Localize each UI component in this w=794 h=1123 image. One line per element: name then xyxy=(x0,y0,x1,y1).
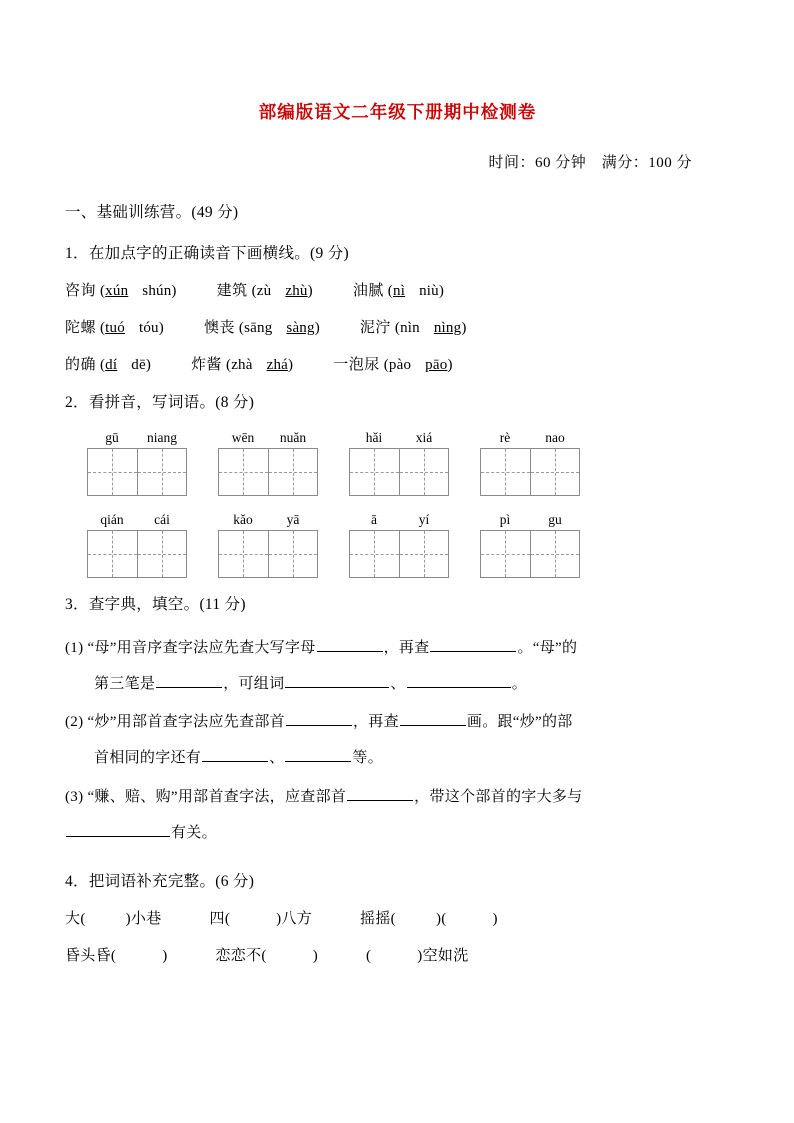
answer-blank[interactable] xyxy=(430,636,516,651)
pinyin-syllable: xiá xyxy=(415,429,433,445)
item-text: 等。 xyxy=(352,750,384,767)
answer-blank[interactable] xyxy=(286,711,352,726)
question-1 xyxy=(65,241,730,374)
pinyin-grid-group xyxy=(218,510,318,578)
item-text: 画。跟“炒”的部 xyxy=(466,714,573,731)
question-3 xyxy=(65,592,730,852)
item-text: 有关。 xyxy=(171,824,217,841)
pinyin-option[interactable]: zù xyxy=(256,282,272,299)
word-completion-item: 昏头昏( ) xyxy=(65,948,168,965)
answer-blank[interactable] xyxy=(86,911,126,928)
word-completion-item: 恋恋不( ) xyxy=(215,948,318,965)
tianzige-pair[interactable] xyxy=(480,530,580,578)
choice-word: 陀螺 xyxy=(65,319,97,336)
answer-blank[interactable] xyxy=(156,673,222,688)
choice-word: 炸酱 xyxy=(191,356,223,373)
pinyin-syllable: yā xyxy=(286,511,300,527)
choice-word: 咨询 xyxy=(65,282,97,299)
pinyin-syllable: wēn xyxy=(231,429,255,445)
choice-item: 咨询 (xún shún) xyxy=(65,282,177,299)
tianzige-cell[interactable] xyxy=(530,531,579,577)
word-suffix: )空如洗 xyxy=(417,948,469,965)
pinyin-option[interactable]: dē xyxy=(131,356,146,373)
answer-blank[interactable] xyxy=(371,948,417,965)
tianzige-pair[interactable] xyxy=(218,448,318,496)
pinyin-option[interactable]: zhù xyxy=(285,282,308,299)
answer-blank[interactable] xyxy=(267,948,313,965)
question-3-item-2 xyxy=(65,704,730,777)
pinyin-syllable: hǎi xyxy=(365,429,383,445)
pinyin-label xyxy=(480,428,580,448)
pinyin-option[interactable]: zhà xyxy=(231,356,253,373)
question-2 xyxy=(65,390,730,578)
pinyin-syllable: gū xyxy=(105,429,119,445)
answer-blank[interactable] xyxy=(447,911,493,928)
word-completion-item: 四( )八方 xyxy=(209,911,313,928)
choice-row xyxy=(65,279,730,300)
pinyin-grid-group xyxy=(349,428,449,496)
pinyin-label xyxy=(87,510,187,530)
word-completion-row xyxy=(65,944,730,965)
pinyin-grid-group xyxy=(87,428,187,496)
page-title: 部编版语文二年级下册期中检测卷 xyxy=(258,102,537,122)
pinyin-label xyxy=(349,510,449,530)
choice-word: 一泡尿 xyxy=(333,356,380,373)
pinyin-label xyxy=(87,428,187,448)
item-number: (2) xyxy=(65,714,84,731)
choice-word: 建筑 xyxy=(216,282,248,299)
word-suffix: ) xyxy=(162,948,168,965)
tianzige-cell[interactable] xyxy=(399,449,448,495)
item-text: 。 xyxy=(511,675,528,692)
tianzige-pair[interactable] xyxy=(480,448,580,496)
pinyin-grid-group xyxy=(218,428,318,496)
tianzige-cell[interactable] xyxy=(219,449,268,495)
pinyin-option[interactable]: niù xyxy=(419,282,439,299)
pinyin-syllable: kǎo xyxy=(233,511,253,527)
choice-row xyxy=(65,316,730,337)
question-3-item-1 xyxy=(65,630,730,703)
pinyin-option[interactable]: tóu xyxy=(138,319,159,336)
tianzige-pair[interactable] xyxy=(218,530,318,578)
question-2-title: 2．看拼音，写词语。(8 分) xyxy=(65,393,255,411)
choice-item: 泥泞 (nìn nìng) xyxy=(359,319,467,336)
item-text: 。“母”的 xyxy=(517,639,578,656)
answer-blank[interactable] xyxy=(66,822,170,837)
pinyin-option[interactable]: tuó xyxy=(105,319,125,336)
tianzige-pair[interactable] xyxy=(87,448,187,496)
pinyin-option[interactable]: nìng xyxy=(433,319,462,336)
item-text: “炒”用部首查字法应先查部首 xyxy=(87,714,285,731)
question-3-item-3 xyxy=(65,779,730,852)
word-prefix: 摇摇 xyxy=(360,911,391,928)
tianzige-cell[interactable] xyxy=(399,531,448,577)
item-text: ，带这个部首的字大多与 xyxy=(414,788,583,805)
choice-word: 懊丧 xyxy=(203,319,235,336)
item-text: ，再查 xyxy=(383,639,430,656)
page-content xyxy=(65,100,730,981)
answer-blank[interactable] xyxy=(400,711,466,726)
choice-word: 泥泞 xyxy=(359,319,391,336)
choice-item: 炸酱 (zhà zhá) xyxy=(191,356,294,373)
pinyin-option[interactable]: shún xyxy=(142,282,172,299)
tianzige-cell[interactable] xyxy=(530,449,579,495)
tianzige-cell[interactable] xyxy=(481,531,530,577)
choice-word: 的确 xyxy=(65,356,97,373)
question-3-title: 3．查字典，填空。(11 分) xyxy=(65,595,246,613)
pinyin-grid-row xyxy=(65,428,730,496)
pinyin-label xyxy=(349,428,449,448)
tianzige-cell[interactable] xyxy=(137,449,186,495)
item-text: 、 xyxy=(269,750,285,767)
pinyin-option[interactable]: zhá xyxy=(266,356,289,373)
tianzige-pair[interactable] xyxy=(349,448,449,496)
answer-blank[interactable] xyxy=(285,673,389,688)
item-text: 首相同的字还有 xyxy=(94,750,202,767)
question-4-title: 4．把词语补充完整。(6 分) xyxy=(65,873,255,891)
pinyin-syllable: nuǎn xyxy=(279,429,307,445)
pinyin-syllable: cái xyxy=(154,511,170,527)
item-number: (1) xyxy=(65,639,84,656)
section-heading: 一、基础训练营。(49 分) xyxy=(65,203,239,221)
tianzige-cell[interactable] xyxy=(88,531,137,577)
word-suffix: )八方 xyxy=(276,911,313,928)
tianzige-cell[interactable] xyxy=(88,449,137,495)
choice-word: 油腻 xyxy=(352,282,384,299)
pinyin-syllable: gu xyxy=(548,511,562,527)
item-text: “赚、赔、购”用部首查字法，应查部首 xyxy=(87,788,347,805)
tianzige-cell[interactable] xyxy=(350,449,399,495)
pinyin-label xyxy=(218,510,318,530)
word-completion-item: 摇摇( )( ) xyxy=(360,911,498,928)
answer-blank[interactable] xyxy=(407,673,511,688)
choice-item: 一泡尿 (pào pāo) xyxy=(333,356,453,373)
pinyin-label xyxy=(480,510,580,530)
pinyin-grid-group xyxy=(349,510,449,578)
pinyin-option[interactable]: nìn xyxy=(400,319,420,336)
item-number: (3) xyxy=(65,788,84,805)
pinyin-option[interactable]: xún xyxy=(105,282,129,299)
word-suffix: ) xyxy=(312,948,318,965)
item-text: 、 xyxy=(390,675,406,692)
question-4 xyxy=(65,869,730,965)
choice-item: 油腻 (nì niù) xyxy=(352,282,445,299)
pinyin-option[interactable]: sàng xyxy=(286,319,315,336)
pinyin-option[interactable]: nì xyxy=(393,282,406,299)
tianzige-cell[interactable] xyxy=(137,531,186,577)
pinyin-syllable: qián xyxy=(100,511,124,527)
tianzige-cell[interactable] xyxy=(268,531,317,577)
tianzige-pair[interactable] xyxy=(87,530,187,578)
pinyin-syllable: nao xyxy=(545,429,565,445)
exam-meta: 时间：60 分钟 满分：100 分 xyxy=(488,154,692,171)
pinyin-syllable: rè xyxy=(499,429,511,445)
choice-item: 建筑 (zù zhù) xyxy=(216,282,313,299)
pinyin-grid-group xyxy=(480,428,580,496)
item-line-2 xyxy=(65,666,730,702)
tianzige-cell[interactable] xyxy=(268,449,317,495)
tianzige-cell[interactable] xyxy=(350,531,399,577)
pinyin-grid-row xyxy=(65,510,730,578)
item-line-2 xyxy=(65,815,730,851)
word-completion-item: ( )空如洗 xyxy=(366,948,469,965)
item-line-2 xyxy=(65,740,730,776)
choice-item: 陀螺 (tuó tóu) xyxy=(65,319,164,336)
choice-item: 的确 (dí dē) xyxy=(65,356,152,373)
choice-item: 懊丧 (sāng sàng) xyxy=(203,319,320,336)
question-1-title: 1．在加点字的正确读音下画横线。(9 分) xyxy=(65,244,349,262)
answer-blank[interactable] xyxy=(202,747,268,762)
pinyin-syllable: ā xyxy=(371,511,377,527)
answer-blank[interactable] xyxy=(285,747,351,762)
pinyin-label xyxy=(218,428,318,448)
answer-blank[interactable] xyxy=(116,948,162,965)
word-suffix: )小巷 xyxy=(125,911,162,928)
choice-row xyxy=(65,353,730,374)
pinyin-syllable: pì xyxy=(499,511,511,527)
pinyin-grid-group xyxy=(480,510,580,578)
item-text: ，再查 xyxy=(352,714,399,731)
pinyin-grid-group xyxy=(87,510,187,578)
item-text: “母”用音序查字法应先查大写字母 xyxy=(87,639,316,656)
pinyin-syllable: niang xyxy=(147,429,177,445)
word-prefix: 恋恋不 xyxy=(215,948,262,965)
answer-blank[interactable] xyxy=(230,911,276,928)
tianzige-cell[interactable] xyxy=(219,531,268,577)
answer-blank[interactable] xyxy=(396,911,436,928)
word-prefix: 大 xyxy=(65,911,81,928)
tianzige-cell[interactable] xyxy=(481,449,530,495)
item-text: 第三笔是 xyxy=(94,675,156,692)
pinyin-syllable: yí xyxy=(418,511,430,527)
word-prefix: 昏头昏 xyxy=(65,948,111,965)
pinyin-option[interactable]: pāo xyxy=(425,356,448,373)
word-completion-row xyxy=(65,907,730,928)
word-prefix: 四 xyxy=(209,911,225,928)
pinyin-option[interactable]: dí xyxy=(105,356,118,373)
pinyin-option[interactable]: sāng xyxy=(244,319,273,336)
item-text: ，可组词 xyxy=(223,675,285,692)
pinyin-option[interactable]: pào xyxy=(388,356,412,373)
word-completion-item: 大( )小巷 xyxy=(65,911,162,928)
answer-blank[interactable] xyxy=(347,785,413,800)
word-suffix-2: ) xyxy=(492,911,498,928)
answer-blank[interactable] xyxy=(317,636,383,651)
tianzige-pair[interactable] xyxy=(349,530,449,578)
word-suffix: )( xyxy=(435,911,447,928)
